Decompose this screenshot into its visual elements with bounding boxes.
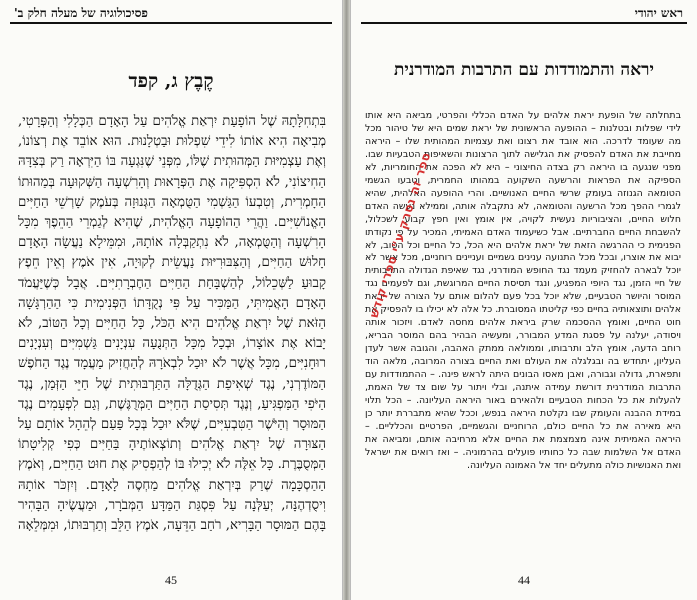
watermark-stamp: ספר זה נסרק ע"י ספרי קודש — [366, 150, 434, 320]
left-body-text — [18, 112, 326, 537]
book-gutter — [343, 0, 350, 600]
right-page-number: 44 — [518, 573, 530, 587]
left-page — [0, 0, 343, 600]
right-running-header-text: ראש יהודי — [631, 4, 687, 22]
left-section-title: קֶבֶץ ג, קפד — [128, 70, 214, 92]
right-page — [350, 0, 697, 600]
left-running-header-text: פסיכולוגיה של מעלה חלק ב' — [10, 4, 152, 22]
right-body-paragraph: בתחלתה של הופעת יראת אלהים על האדם הכללי והפרטי, מביאה היא אותו לידי שפלות ובטלנות – ההופעה הראשונית של יראת שמים היא של טיהור מכל מה שעומד לדרכה. הוא אובד את רצונו ואת עצמיות המהותית שלו – היראה מחייבת את האדם להפסיק את הגלישה לתוך הרצונות והשאיפות הטבעיות שבו. מפני שנגעה בו היראה רק בצדה החיצוני – היא לא הפכה את החומריות, לא הספיקה את הפראות והרשעה השקועה במהותו החמרית, וטבעו הגשמי הטומאה הגנוזה בעומק שרשי החיים האנושיים. והרי ההופעה האלהית, שהיא לגמרי ההפך מכל הרשעה והטומאה, לא נתקבלה אותה, וממילא נעשה האדם חלוש החיים, והציבוריות נעשית לקויה, אין אומץ ואין חפץ קבוע לשכלול, להשבחת החיים החברתיים. אבל כשיעמוד האדם האמיתי, המכיר על פי נקודתו הפנימית כי ההרגשה הזאת של יראת אלהים היא הכל, כל החיים וכל הטוב, לא יבוא את אוצרו, ובכל מכל התנועה ענינים גשמיים ועניינים רוחניים, מכל אשר לא יוכל לבארה להחזיק מעמד נגד החופש המודרני, נגד שאיפת הגדולה התרבותית של חיי הזמן, נגד היופי המפגיע, ונגד תסיסת החיים המרוגשת, וגם לפעמים נגד המוסר והיושר הטבעיים, שלא יוכל בכל פעם להלום אותם על הצורה של יראת אלהים ותוצאותיה בחיים כפי קליטתו המסוברת. כל אלה לא יכילו בו להפסיק את חוט החיים, ואומץ ההסכמה שרק ביראת אלהים מחסה לאדם. ויזכור אותה ויסודה, יעלנה על פסגת המדע המבורר, ומעשיה הבהיר בהם המוסר הבריא, רוחב הדעה, אומץ הלב ותרבותו, וממולאה ממתק האהבה, והגובה אשר לעדן העליון, יתחדש בה ובגלגלה את העולם ואת החיים בצורה המרובה, מלאה הוד ותפארת, גדולה וגבורה, ואבן מאסו הבונים היתה לראש פינה. – ההתמודדות עם התרבות המודרנית דורשת עמידה איתנה, ובלי ויתור על שום צד של האמת, להעלות את כל הכחות הטבעיים ולהאירם באור היראה העליונה. – הכל תלוי במידת ההבנה והעומק שבו נקלטת היראה בנפש, וככל שהיא מתבררת יותר כן היא מאירה את כל החיים כולם, הרוחניים והגשמיים, הפרטיים והכלליים. – היראה האמיתית אינה מצמצמת את החיים אלא מרחיבה אותם, ומביאה את האדם אל השלמות שבה כל כחותיו פועלים בהרמוניה. – ואז רואים את ישראל ואת האנושיות כולה מתעלים יחד אל האמונה העליונה. — [365, 110, 681, 471]
left-page-number: 45 — [165, 573, 177, 587]
left-running-header — [10, 4, 332, 24]
right-section-title: יראה והתמודדות עם התרבות המודרנית — [394, 60, 654, 80]
right-running-header — [361, 4, 687, 24]
left-body-paragraph: בִּתְחִלָּתָהּ שֶׁל הוֹפָעַת יִרְאַת אֱלֹהִים עַל הָאָדָם הַכְּלָלִי וְהַפְּרָטִי, מְבִיאָה הִיא אוֹתוֹ לִידֵי שִׁפְלוּת וּבַטְלָנוּת. הוּא אוֹבֵד אֶת רְצוֹנוֹ, וְאֶת עַצְמִיּוּת הַמְּהוּתִית שֶׁלּוֹ, מִפְּנֵי שֶׁנִּגְעָה בּוֹ הַיִּרְאָה רַק בְּצִדָּהּ הַחִיצוֹנִי, לֹא הִסְפִּיקָה אֶת הַפְּרָאוּת וְהָרִשְׁעָה הַשְּׁקוּעָה בְּמַהוּתוֹ הַחָמְרִית, וְטִבְעוֹ הַגַּשְׁמִי הַטֻּמְאָה הַגְּנוּזָה בְּעֹמֶק שָׁרְשֵׁי הַחַיִּים הָאֱנוֹשִׁיִּים. וַהֲרֵי הַהוֹפָעָה הָאֱלֹהִית, שֶׁהִיא לְגַמְרֵי הַהֵפֶךְ מִכָּל הָרִשְׁעָה וְהַטֻּמְאָה, לֹא נִתְקַבְּלָה אוֹתָהּ, וּמִמֵּילָא נַעֲשָׂה הָאָדָם חָלוּשׁ הַחַיִּים, וְהַצִּבּוּרִיּוּת נַעֲשֵׂית לְקוּיָה, אִין אֹמֶץ וְאֵין חֵפֶץ קָבוּעַ לַשְּׁכֵלוֹל, לְהַשְׁבָּחַת הַחַיִּים הַחֶבְרָתִיִּים. אֲבָל כְּשֶׁיַּעֲמֹד הָאָדָם הָאֲמִיתִּי, הַמַּכִּיר עַל פִּי נְקֻדָּתוֹ הַפְּנִימִית כִּי הַהַרְגָּשָׁה הַזֹּאת שֶׁל יִרְאַת אֱלֹהִים הִיא הַכֹּל, כָּל הַחַיִּים וְכָל הַטּוֹב, לֹא יָבוֹא אֶת אוֹצָרוֹ, וּבְכָל מִכָּל הַתְּנֻעָה עִנְיָנִים גַּשְׁמִיִּים וְעִנְיָנִים רוּחָנִיִּים, מִכָּל אֲשֶׁר לֹא יוּכַל לִבְאֹרָהּ לְהַחֲזִיק מַעֲמָד נֶגֶד הַחֹפֶשׁ הַמּוֹדֶרְנִי, נֶגֶד שְׁאִיפַת הַגְּדֻלָּה הַתַּרְבּוּתִית שֶׁל חַיֵּי הַזְּמַן, נֶגֶד הַיֹּפִי הַמַּפְגִּיעַ, וְנֶגֶד תְּסִיסַת הַחַיִּים הַמְּרֻגֶּשֶׁת, וְגַם לִפְעָמִים נֶגֶד הַמּוּסָר וְהַיֹּשֶׁר הַטִּבְעִיִּים, שֶׁלֹּא יוּכַל בְּכָל פַּעַם לְהֵהָל אוֹתָם עַל הַצּוּרָה שֶׁל יִרְאַת אֱלֹהִים וְתוֹצְאוֹתֶיהָ בַּחַיִּים כְּפִי קְלִיטָתוֹ הַמְּסֻבֶּרֶת. כָּל אֵלֶּה לֹא יְכִילוּ בּוֹ לְהַפְסִיק אֶת חוּט הַחַיִּים, וְאֹמֶץ הַהַסְכָּמָה שֶׁרַק בְּיִרְאַת אֱלֹהִים מַחְסֶה לָאָדָם. וְיִזְכֹּר אוֹתָהּ וִיסֻדְהֶנָּה, יְעַלְּנָה עַל פִּסְגַּת הַמַּדָּע הַמְּבֹרָר, וּמַעֲשֶׂיהָ הַבָּהִיר בָּהֶם הַמּוּסָר הַבָּרִיא, רֹחַב הַדֵּעָה, אֹמֶץ הַלֵּב וְתַרְבּוּתוֹ, וּמִמְּלֵאָה — [18, 114, 326, 534]
